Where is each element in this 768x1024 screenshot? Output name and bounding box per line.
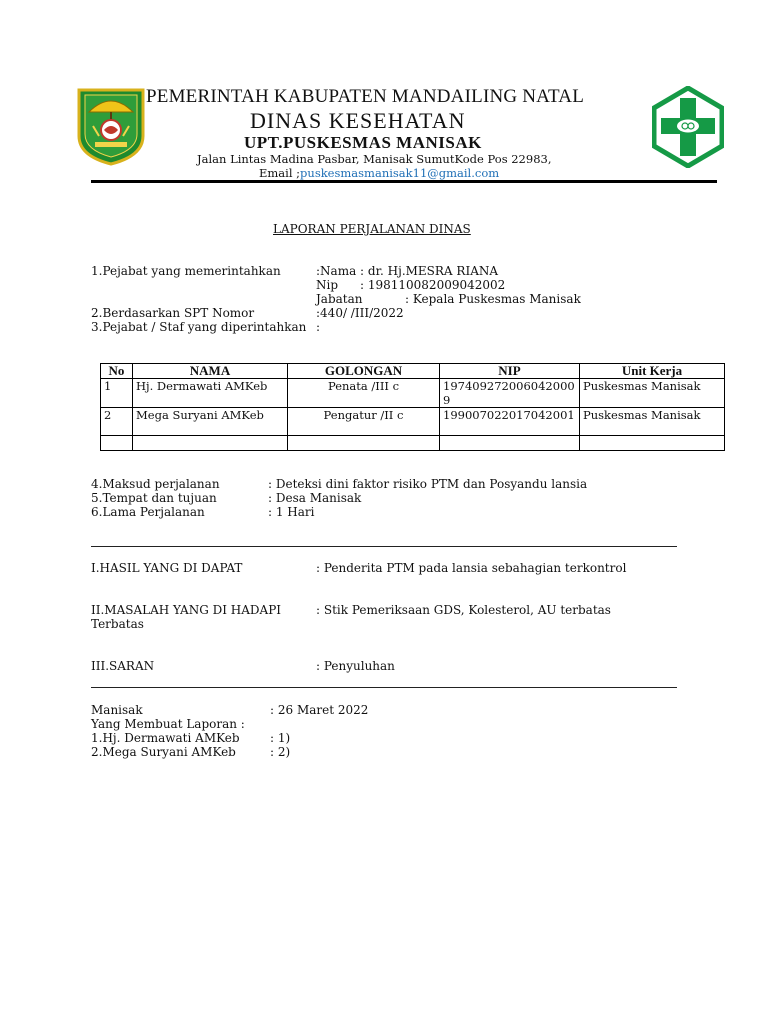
cell-nama: [133, 436, 288, 451]
letterhead-institution: UPT.PUSKESMAS MANISAK: [244, 133, 482, 152]
cell-unit: Puskesmas Manisak: [580, 408, 725, 436]
staff-table: [100, 363, 725, 451]
cell-no: [101, 436, 133, 451]
table-header-row: [101, 364, 725, 379]
letterhead-email: [259, 166, 499, 180]
hasil-value: : Penderita PTM pada lansia sebahagian terkontrol: [316, 561, 627, 575]
signatory-2-line: : 2): [270, 745, 291, 759]
cell-nip: 199007022017042001: [440, 408, 580, 436]
pejabat-nama: :Nama : dr. Hj.MESRA RIANA: [316, 264, 499, 278]
table-row: [101, 436, 725, 451]
maker-label: Yang Membuat Laporan :: [91, 717, 245, 731]
signatory-1-line: : 1): [270, 731, 291, 745]
col-unit-kerja: Unit Kerja: [580, 364, 725, 379]
letterhead-address: Jalan Lintas Madina Pasbar, Manisak SumutKode Pos 22983,: [197, 152, 552, 166]
lama-value: : 1 Hari: [268, 505, 315, 519]
cell-golongan: Pengatur /II c: [288, 408, 440, 436]
col-golongan: GOLONGAN: [288, 364, 440, 379]
masalah-value: : Stik Pemeriksaan GDS, Kolesterol, AU terbatas: [316, 603, 611, 617]
letterhead-divider: [91, 180, 717, 183]
col-nama: NAMA: [133, 364, 288, 379]
letterhead-department: DINAS KESEHATAN: [250, 108, 466, 133]
section-divider: [91, 546, 677, 547]
nip-value: : 198110082009042002: [360, 278, 506, 292]
cell-nama: Mega Suryani AMKeb: [133, 408, 288, 436]
cell-no: 1: [101, 379, 133, 408]
saran-label: III.SARAN: [91, 659, 155, 673]
cell-no: 2: [101, 408, 133, 436]
letterhead-government: PEMERINTAH KABUPATEN MANDAILING NATAL: [146, 86, 585, 107]
pejabat-label: 1.Pejabat yang memerintahkan: [91, 264, 281, 278]
lama-label: 6.Lama Perjalanan: [91, 505, 205, 519]
spt-label: 2.Berdasarkan SPT Nomor: [91, 306, 255, 320]
maksud-label: 4.Maksud perjalanan: [91, 477, 220, 491]
staf-label: 3.Pejabat / Staf yang diperintahkan: [91, 320, 307, 334]
puskesmas-logo: [652, 86, 724, 168]
hasil-label: I.HASIL YANG DI DAPAT: [91, 561, 243, 575]
cell-unit: [580, 436, 725, 451]
cell-golongan: [288, 436, 440, 451]
signatory-1-name: 1.Hj. Dermawati AMKeb: [91, 731, 240, 745]
tempat-value: : Desa Manisak: [268, 491, 362, 505]
jabatan-value: : Kepala Puskesmas Manisak: [405, 292, 581, 306]
maksud-value: : Deteksi dini faktor risiko PTM dan Posyandu lansia: [268, 477, 588, 491]
email-link[interactable]: puskesmasmanisak11@gmail.com: [300, 166, 500, 180]
regency-emblem-logo: [75, 86, 147, 166]
cell-nip: 197409272006042000 9: [440, 379, 580, 408]
cell-nama: Hj. Dermawati AMKeb: [133, 379, 288, 408]
cell-nip: [440, 436, 580, 451]
table-row: [101, 379, 725, 408]
jabatan-label: Jabatan: [316, 292, 363, 306]
staf-value: :: [316, 320, 321, 334]
report-date: : 26 Maret 2022: [270, 703, 369, 717]
tempat-label: 5.Tempat dan tujuan: [91, 491, 217, 505]
saran-value: : Penyuluhan: [316, 659, 395, 673]
col-no: No: [101, 364, 133, 379]
section-divider: [91, 687, 677, 688]
cell-golongan: Penata /III c: [288, 379, 440, 408]
spt-value: :440/ /III/2022: [316, 306, 404, 320]
col-nip: NIP: [440, 364, 580, 379]
nip-label: Nip: [316, 278, 339, 292]
place-label: Manisak: [91, 703, 143, 717]
cell-unit: Puskesmas Manisak: [580, 379, 725, 408]
table-row: [101, 408, 725, 436]
report-title: LAPORAN PERJALANAN DINAS: [273, 222, 471, 236]
signatory-2-name: 2.Mega Suryani AMKeb: [91, 745, 236, 759]
email-label: Email ;: [259, 166, 301, 180]
masalah-continued: Terbatas: [91, 617, 144, 631]
masalah-label: II.MASALAH YANG DI HADAPI: [91, 603, 282, 617]
